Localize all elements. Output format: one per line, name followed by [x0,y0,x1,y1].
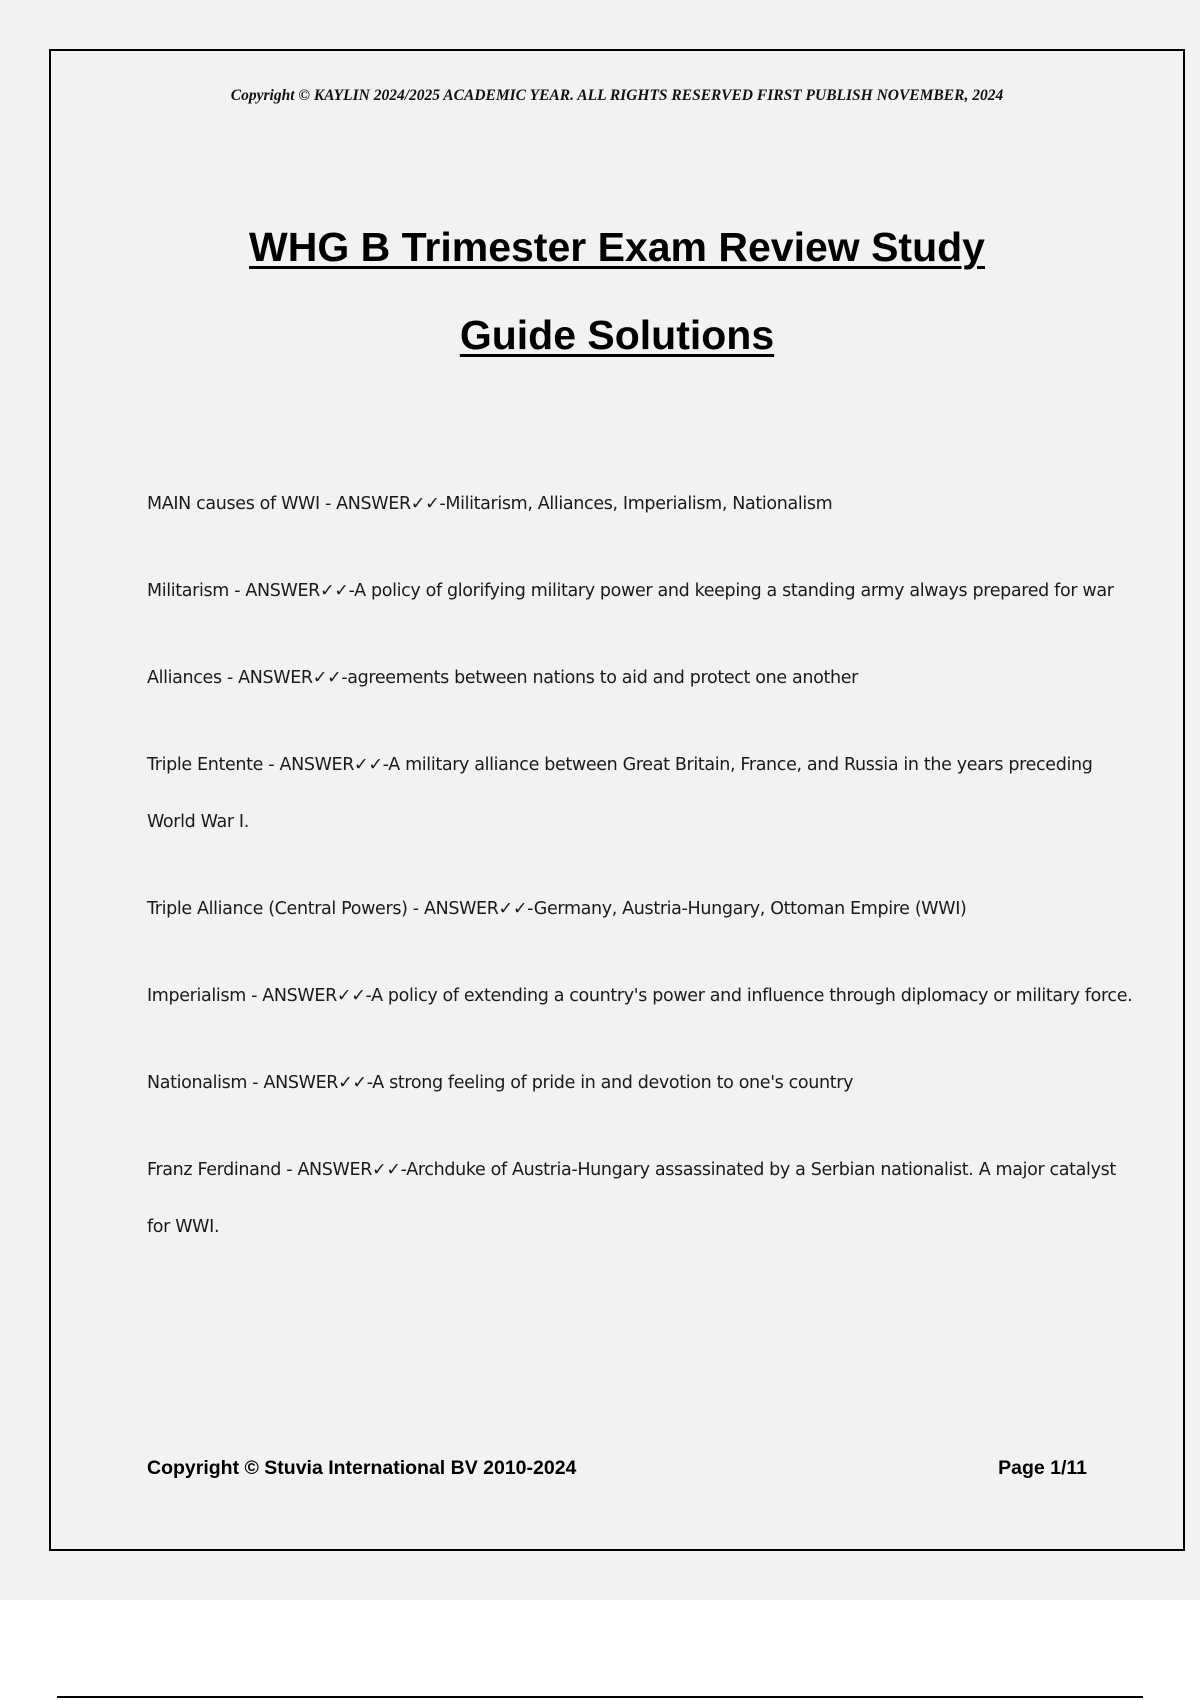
qa-item-alliances: Alliances - ANSWER✓✓-agreements between nations to aid and protect one another [147,668,858,688]
header-copyright: Copyright © KAYLIN 2024/2025 ACADEMIC YEAR. ALL RIGHTS RESERVED FIRST PUBLISH NOVEMBER, 2024 [230,87,1004,104]
qa-item-triple-entente: Triple Entente - ANSWER✓✓-A military alliance between Great Britain, France, and Russia in the years preceding World War I. [147,755,1093,832]
qa-list [147,476,1137,1286]
qa-item-nationalism: Nationalism - ANSWER✓✓-A strong feeling of pride in and devotion to one's country [147,1073,854,1093]
title-line-2: Guide Solutions [459,312,775,358]
footer-copyright: Copyright © Stuvia International BV 2010-2024 [147,1457,577,1479]
next-page-divider [57,1696,1143,1698]
qa-item-imperialism: Imperialism - ANSWER✓✓-A policy of extending a country's power and influence through diplomacy or military force. [147,986,1133,1006]
page-border [49,49,1185,1551]
qa-item-franz-ferdinand: Franz Ferdinand - ANSWER✓✓-Archduke of Austria-Hungary assassinated by a Serbian nationalist. A major catalyst for WWI. [147,1160,1116,1237]
qa-item-main-causes: MAIN causes of WWI - ANSWER✓✓-Militarism, Alliances, Imperialism, Nationalism [147,494,833,514]
qa-item-militarism: Militarism - ANSWER✓✓-A policy of glorifying military power and keeping a standing army always prepared for war [147,581,1114,601]
title-line-1: WHG B Trimester Exam Review Study [249,224,985,270]
page-number: Page 1/11 [998,1457,1087,1479]
document-title [131,203,1103,379]
qa-item-triple-alliance: Triple Alliance (Central Powers) - ANSWER✓✓-Germany, Austria-Hungary, Ottoman Empire (WWI) [147,899,967,919]
